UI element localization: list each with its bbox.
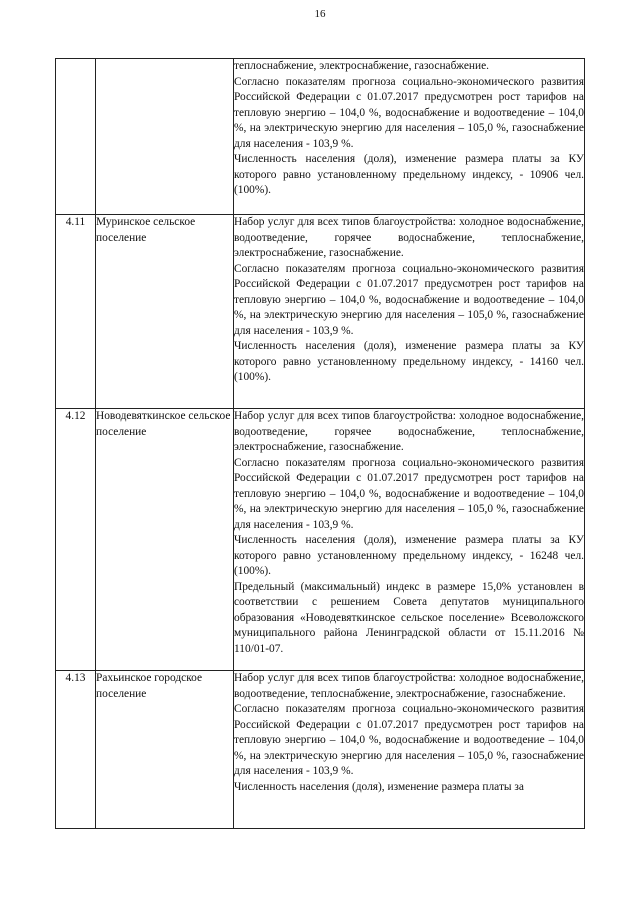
municipality-name	[96, 59, 234, 215]
description-paragraph: Согласно показателям прогноза социально-экономического развития Российской Федерации с 01.07.2017 предусмотрен рост тарифов на тепловую энергию – 104,0 %, водоснабжение и водоотведение – 104,0 %, на электрическую энергию для населения – 105,0 %, газоснабжение для населения - 103,9 %.	[234, 75, 584, 150]
description-paragraph: теплоснабжение, электроснабжение, газоснабжение.	[234, 60, 489, 72]
row-number: 4.12	[56, 409, 96, 671]
description-paragraph: Набор услуг для всех типов благоустройства: холодное водоснабжение, водоотведение, теплоснабжение, электроснабжение, газоснабжение.	[234, 672, 584, 700]
municipality-name: Новодевяткинское сельское поселение	[96, 409, 234, 671]
municipal-index-table	[55, 58, 585, 829]
table-row	[56, 671, 585, 829]
row-description	[234, 215, 585, 409]
table-row	[56, 409, 585, 671]
table-row	[56, 215, 585, 409]
municipality-name: Муринское сельское поселение	[96, 215, 234, 409]
description-paragraph: Набор услуг для всех типов благоустройства: холодное водоснабжение, водоотведение, горячее водоснабжение, теплоснабжение, электроснабжение, газоснабжение.	[234, 410, 584, 453]
page-number: 16	[314, 8, 326, 20]
description-paragraph: Численность населения (доля), изменение размера платы за КУ которого равно установленному предельному индексу, - 16248 чел. (100%).	[234, 534, 584, 577]
description-paragraph: Набор услуг для всех типов благоустройства: холодное водоснабжение, водоотведение, горячее водоснабжение, теплоснабжение, электроснабжение, газоснабжение.	[234, 216, 584, 259]
description-paragraph: Согласно показателям прогноза социально-экономического развития Российской Федерации с 01.07.2017 предусмотрен рост тарифов на тепловую энергию – 104,0 %, водоснабжение и водоотведение – 104,0 %, на электрическую энергию для населения – 105,0 %, газоснабжение для населения - 103,9 %.	[234, 703, 584, 777]
row-description	[234, 409, 585, 671]
row-number: 4.13	[56, 671, 96, 829]
table-row	[56, 59, 585, 215]
row-number: 4.11	[56, 215, 96, 409]
row-description	[234, 671, 585, 829]
description-paragraph: Предельный (максимальный) индекс в размере 15,0% установлен в соответствии с решением Совета депутатов муниципального образования «Новодевяткинское сельское поселение» Всеволожского муниципального района Ленинградской области от 15.11.2016 № 110/01-07.	[234, 580, 584, 655]
row-number	[56, 59, 96, 215]
description-paragraph: Численность населения (доля), изменение размера платы за	[234, 780, 524, 793]
description-paragraph: Численность населения (доля), изменение размера платы за КУ которого равно установленному предельному индексу, - 14160 чел. (100%).	[234, 340, 584, 383]
description-paragraph: Согласно показателям прогноза социально-экономического развития Российской Федерации с 01.07.2017 предусмотрен рост тарифов на тепловую энергию – 104,0 %, водоснабжение и водоотведение – 104,0 %, на электрическую энергию для населения – 105,0 %, газоснабжение для населения - 103,9 %.	[234, 456, 584, 531]
description-paragraph: Численность населения (доля), изменение размера платы за КУ которого равно установленному предельному индексу, - 10906 чел. (100%).	[234, 153, 584, 196]
description-paragraph: Согласно показателям прогноза социально-экономического развития Российской Федерации с 01.07.2017 предусмотрен рост тарифов на тепловую энергию – 104,0 %, водоснабжение и водоотведение – 104,0 %, на электрическую энергию для населения – 105,0 %, газоснабжение для населения - 103,9 %.	[234, 262, 584, 337]
municipality-name: Рахьинское городское поселение	[96, 671, 234, 829]
row-description	[234, 59, 585, 215]
